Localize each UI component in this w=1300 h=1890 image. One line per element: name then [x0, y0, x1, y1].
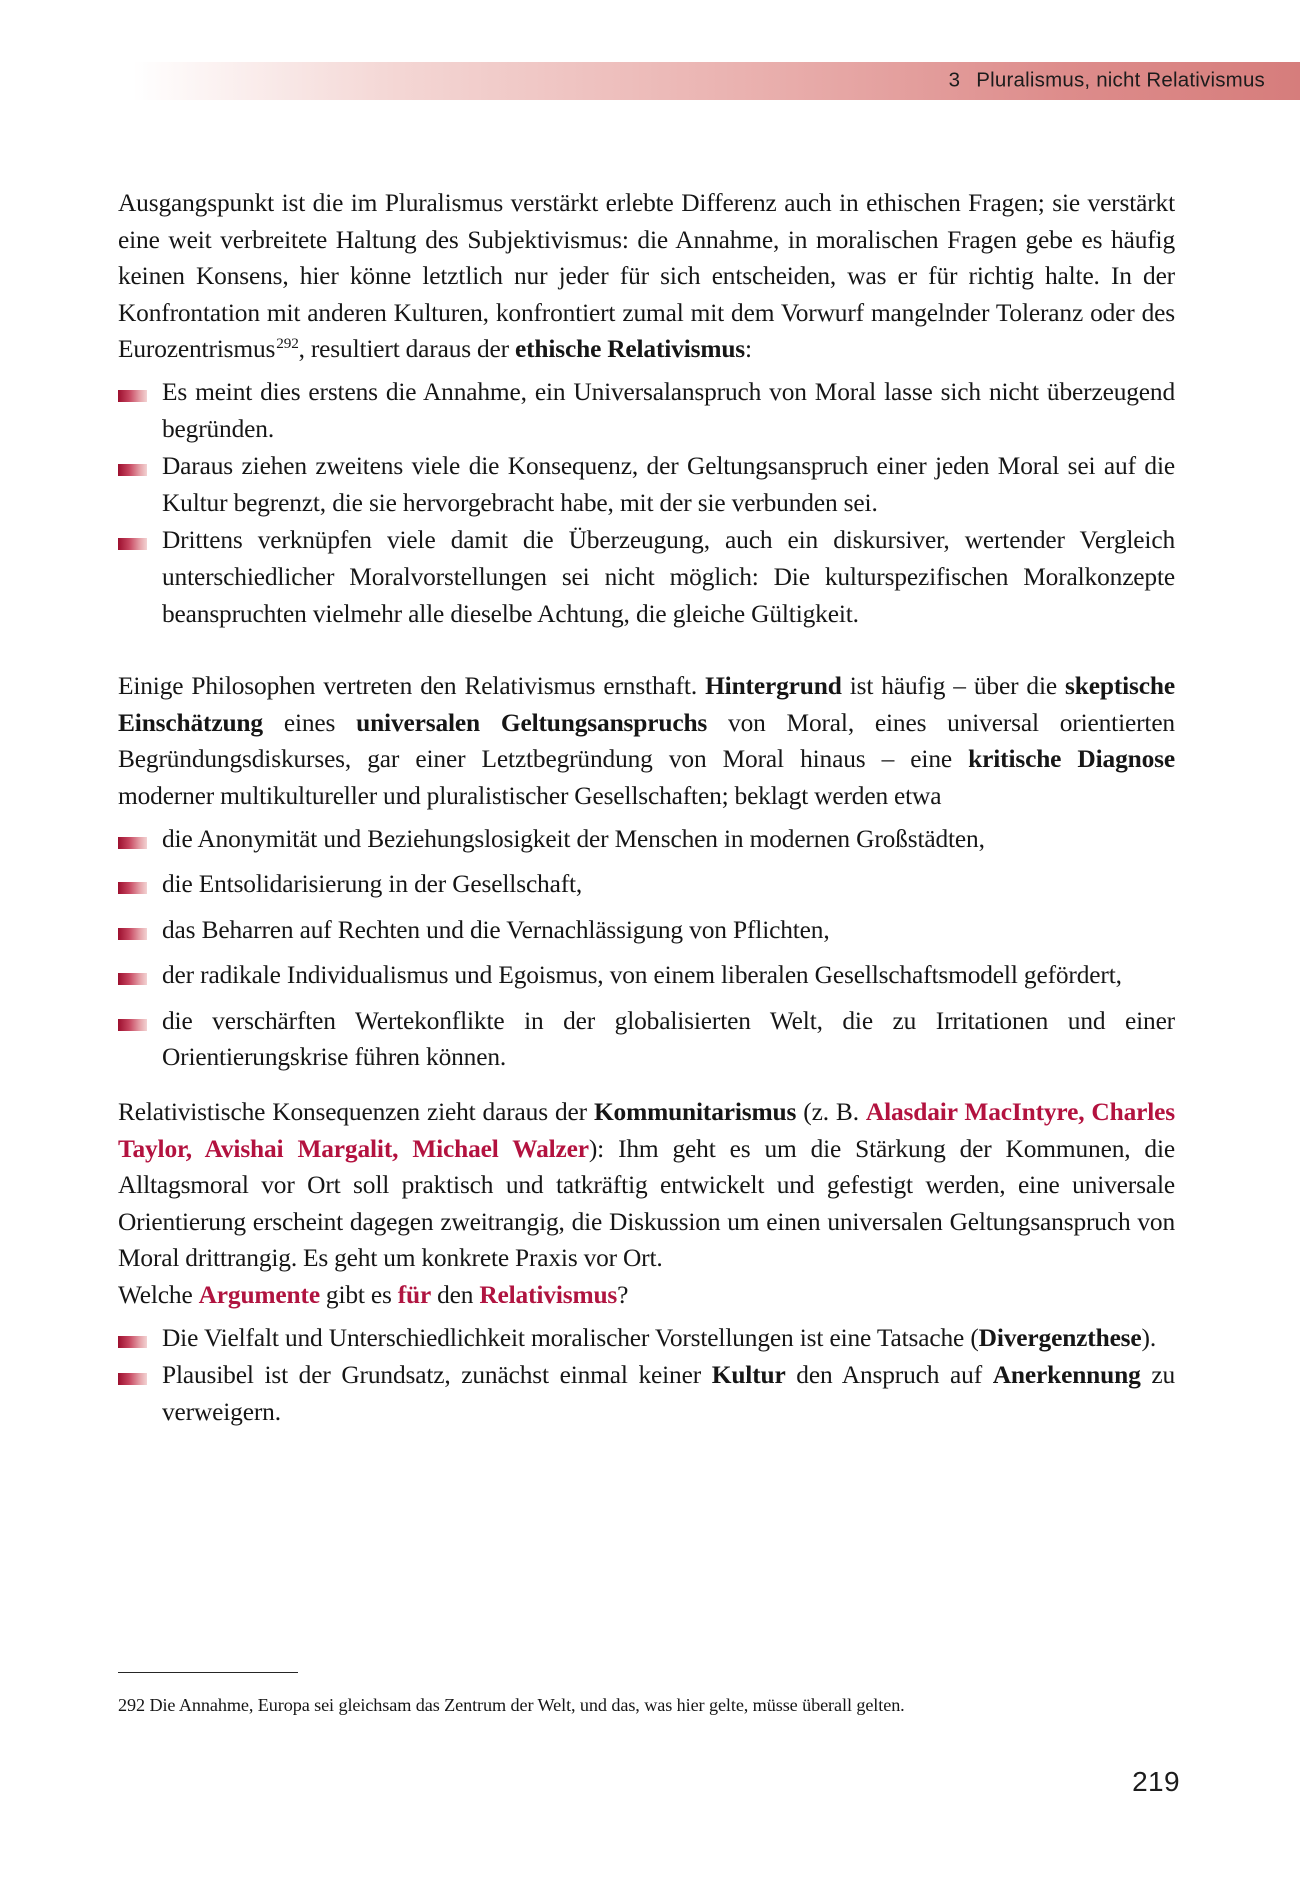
paragraph-2: [118, 668, 1175, 814]
paragraph-3: [118, 1094, 1175, 1277]
paragraph-3-seg1: Relativistische Konsequenzen zieht daraus der: [118, 1098, 594, 1127]
bullet-marker-icon: [118, 1336, 147, 1348]
paragraph-2-seg3: eines: [262, 708, 357, 737]
list-item-text: die verschärften Wertekonflikte in der globalisierten Welt, die zu Irritationen und einer Orientierungskrise führen können.: [162, 1006, 1175, 1072]
text-column: [118, 185, 1175, 1430]
list-item-text: [162, 1320, 1175, 1357]
paragraph-2-seg5: moderner multikultureller und pluralistischer Gesellschaften; beklagt werden etwa: [118, 781, 942, 810]
paragraph-1-main: Ausgangspunkt ist die im Pluralismus verstärkt erlebte Differenz auch in ethischen Fragen; sie verstärkt eine weit verbreitete Haltung des Subjektivismus: die Annahme, in moralischen Fragen gebe es häufig keinen Konsens, hier könne letztlich nur jeder für sich entscheiden, was er für richtig halte. In der Konfrontation mit anderen Kulturen, konfrontiert zumal mit dem Vorwurf mangelnder Toleranz oder des Eurozentrismus: [118, 189, 1175, 364]
list-item: [118, 448, 1175, 521]
term-divergenzthese: Divergenzthese: [978, 1323, 1142, 1352]
list-item: [118, 957, 1175, 994]
list-item-text: die Entsolidarisierung in der Gesellschaft,: [162, 870, 583, 899]
question-seg4: ?: [617, 1281, 629, 1310]
bullet-marker-icon: [118, 837, 147, 849]
term-universaler-geltungsanspruch: universalen Geltungsanspruchs: [356, 708, 708, 737]
footnote-number: 292: [118, 1695, 145, 1715]
list-item-text: Daraus ziehen zweitens viele die Konsequenz, der Geltungsanspruch einer jeden Moral sei auf die Kultur begrenzt, die sie hervorgebracht habe, mit der sie verbunden sei.: [162, 452, 1175, 517]
question-seg2: gibt es: [319, 1281, 398, 1310]
paragraph-1-tail-before-bold: , resultiert daraus der: [298, 335, 515, 364]
term-kultur: Kultur: [711, 1361, 786, 1390]
paragraph-2-seg4: von Moral, eines universal orientierten Begründungsdiskurses, gar einer Letztbegründung von Moral hinaus – eine: [118, 708, 1175, 774]
bullet-list-argumente: [118, 1320, 1175, 1431]
footnote-reference-292[interactable]: 292: [276, 334, 299, 352]
bullet-marker-icon: [118, 1019, 147, 1031]
list-item-text: [162, 1357, 1175, 1430]
running-header-title: [949, 69, 1265, 93]
list-item: [118, 1357, 1175, 1430]
question-seg3: den: [431, 1281, 480, 1310]
term-kritische-diagnose: kritische Diagnose: [968, 745, 1175, 774]
bullet-marker-icon: [118, 464, 147, 476]
list-item: [118, 1320, 1175, 1357]
highlight-relativismus: Relativismus: [479, 1281, 618, 1310]
chapter-number: 3: [948, 68, 961, 92]
list-item: [118, 522, 1175, 632]
list-item-text: das Beharren auf Rechten und die Vernachlässigung von Pflichten,: [162, 915, 830, 944]
footnote-separator-rule: [118, 1672, 298, 1673]
bullet-list-relativismus-thesen: [118, 374, 1175, 632]
list-item-text: die Anonymität und Beziehungslosigkeit der Menschen in modernen Großstädten,: [162, 824, 985, 853]
list-item: [118, 374, 1175, 447]
term-kommunitarismus: Kommunitarismus: [593, 1098, 797, 1127]
question-seg1: Welche: [118, 1281, 199, 1310]
bullet-marker-icon: [118, 882, 147, 894]
bullet-marker-icon: [118, 973, 147, 985]
footnote-text: Die Annahme, Europa sei gleichsam das Zentrum der Welt, und das, was hier gelte, müsse überall gelten.: [149, 1695, 905, 1715]
list-item: [118, 912, 1175, 949]
list-item: [118, 1003, 1175, 1076]
page-number: 219: [1132, 1766, 1180, 1797]
list3-item2-seg3: zu verweigern.: [162, 1361, 1175, 1426]
paragraph-3-seg2: (z. B.: [796, 1098, 866, 1127]
highlight-argumente: Argumente: [198, 1281, 320, 1310]
bullet-marker-icon: [118, 1373, 147, 1385]
paragraph-1: [118, 185, 1175, 368]
list-item-text: Drittens verknüpfen viele damit die Überzeugung, auch ein diskursiver, wertender Vergleich unterschiedlicher Moralvorstellungen sei nicht möglich: Die kulturspezifischen Moralkonzepte beanspruchten vielmehr alle dieselbe Achtung, die gleiche Gültigkeit.: [162, 526, 1175, 628]
philosopher-names: Alasdair MacIntyre, Charles Taylor, Avishai Margalit, Michael Walzer: [118, 1098, 1175, 1163]
term-hintergrund: Hintergrund: [705, 672, 842, 701]
list3-item1-seg2: ).: [1141, 1323, 1157, 1352]
running-header-band: [133, 62, 1300, 100]
bullet-marker-icon: [118, 538, 147, 550]
paragraph-2-seg2: ist häufig – über die: [841, 672, 1066, 701]
term-anerkennung: Anerkennung: [992, 1361, 1141, 1390]
paragraph-1-tail-after-bold: :: [745, 335, 752, 364]
paragraph-2-seg1: Einige Philosophen vertreten den Relativismus ernsthaft.: [118, 672, 706, 701]
list3-item2-seg1: Plausibel ist der Grundsatz, zunächst einmal keiner: [162, 1361, 712, 1390]
list-item-text: Es meint dies erstens die Annahme, ein Universalanspruch von Moral lasse sich nicht überzeugend begründen.: [162, 377, 1175, 443]
footnote-292: [118, 1692, 1175, 1718]
bullet-list-kritische-diagnose: [118, 821, 1175, 1077]
list-item: [118, 866, 1175, 903]
list-item: [118, 821, 1175, 858]
list3-item1-seg1: Die Vielfalt und Unterschiedlichkeit moralischer Vorstellungen ist eine Tatsache (: [162, 1323, 979, 1352]
question-line: [118, 1277, 1175, 1314]
term-ethischer-relativismus: ethische Relativismus: [514, 335, 746, 364]
term-skeptische-einschaetzung: skeptische Einschätzung: [118, 672, 1175, 737]
paragraph-3-seg3: ): Ihm geht es um die Stärkung der Kommunen, die Alltagsmoral vor Ort soll praktisch und tatkräftig entwickelt und gefestigt werden, eine universale Orientierung erscheint dagegen zweitrangig, die Diskussion um einen universalen Geltungsanspruch von Moral drittrangig. Es geht um konkrete Praxis vor Ort.: [118, 1134, 1175, 1273]
list-item-text: der radikale Individualismus und Egoismus, von einem liberalen Gesellschaftsmodell gefördert,: [162, 961, 1122, 990]
bullet-marker-icon: [118, 390, 147, 402]
highlight-fuer: für: [397, 1281, 432, 1310]
bullet-marker-icon: [118, 928, 147, 940]
chapter-title: Pluralismus, nicht Relativismus: [976, 68, 1265, 92]
list3-item2-seg2: den Anspruch auf: [785, 1361, 993, 1390]
